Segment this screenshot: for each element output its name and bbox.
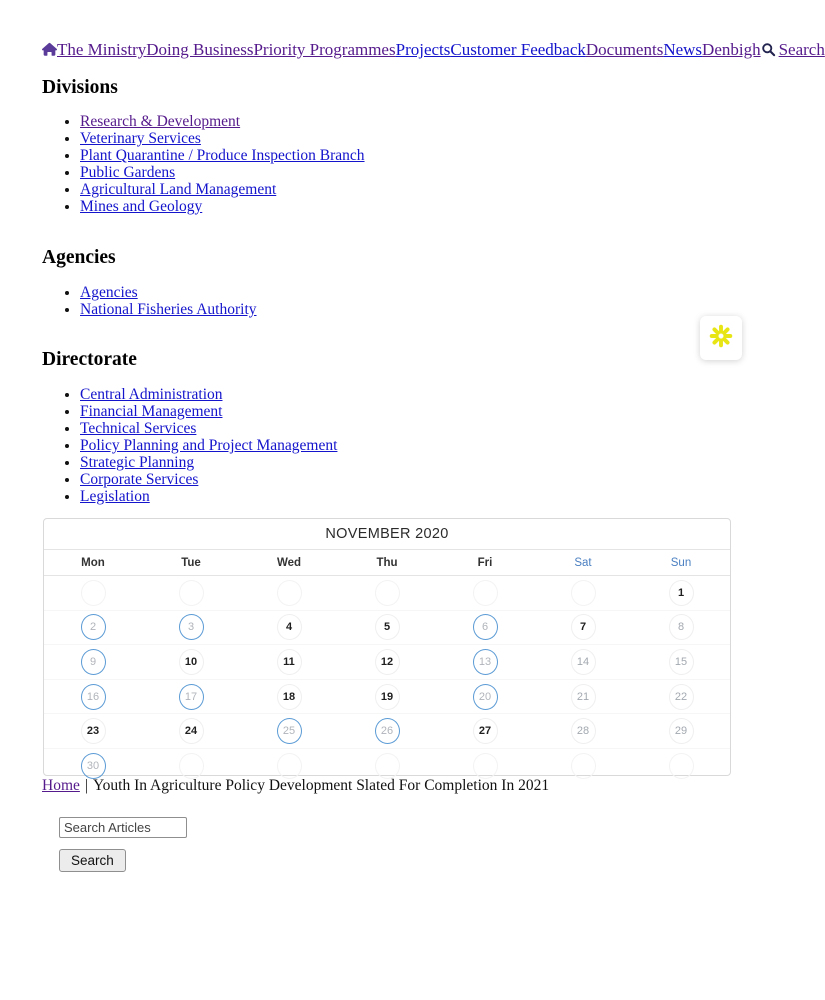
breadcrumb	[42, 777, 549, 795]
nav-link-priority-programmes[interactable]: Priority Programmes	[253, 40, 396, 59]
link-strategic-planning[interactable]: Strategic Planning	[80, 454, 195, 471]
link-public-gardens[interactable]: Public Gardens	[80, 164, 176, 181]
calendar-day[interactable]	[571, 649, 596, 675]
calendar-day-empty	[277, 753, 302, 779]
day-circle: 9	[81, 649, 106, 675]
list-item	[80, 301, 257, 318]
day-circle: 21	[571, 684, 596, 710]
weekday-sun: Sun	[670, 556, 692, 569]
list-item	[80, 130, 365, 147]
calendar-day[interactable]	[669, 614, 694, 640]
calendar-day[interactable]	[669, 649, 694, 675]
day-circle: 2	[81, 614, 106, 640]
accessibility-asterisk-icon	[706, 321, 736, 356]
weekday-sat: Sat	[574, 556, 592, 569]
day-circle: 15	[669, 649, 694, 675]
calendar-day-empty	[669, 753, 694, 779]
weekday-fri: Fri	[477, 556, 493, 569]
nav-link-customer-feedback[interactable]: Customer Feedback	[450, 40, 586, 59]
calendar-day-empty	[81, 580, 106, 606]
event-calendar	[43, 518, 731, 776]
list-item	[80, 454, 337, 471]
calendar-day[interactable]	[81, 649, 106, 675]
day-circle: 11	[277, 649, 302, 675]
list-item	[80, 403, 337, 420]
search-icon[interactable]	[761, 42, 776, 62]
day-circle: 28	[571, 718, 596, 744]
day-circle	[571, 753, 596, 779]
calendar-day[interactable]	[473, 614, 498, 640]
calendar-week-row	[44, 713, 730, 748]
list-item	[80, 471, 337, 488]
day-circle	[81, 580, 106, 606]
link-veterinary-services[interactable]: Veterinary Services	[80, 130, 201, 147]
calendar-day[interactable]	[473, 718, 498, 744]
day-circle: 18	[277, 684, 302, 710]
day-circle: 20	[473, 684, 498, 710]
day-circle: 14	[571, 649, 596, 675]
day-circle: 5	[375, 614, 400, 640]
calendar-day[interactable]	[179, 684, 204, 710]
search-button[interactable]: Search	[59, 849, 126, 872]
link-research-development[interactable]: Research & Development	[80, 113, 241, 130]
calendar-day[interactable]	[277, 718, 302, 744]
nav-link-the-ministry[interactable]: The Ministry	[57, 40, 147, 59]
list-item	[80, 164, 365, 181]
nav-link-projects[interactable]: Projects	[395, 40, 451, 59]
day-circle: 22	[669, 684, 694, 710]
list-item	[80, 420, 337, 437]
calendar-month-title: NOVEMBER 2020	[44, 519, 730, 550]
day-circle: 7	[571, 614, 596, 640]
calendar-day[interactable]	[375, 649, 400, 675]
link-policy-planning[interactable]: Policy Planning and Project Management	[80, 437, 338, 454]
day-circle: 26	[375, 718, 400, 744]
calendar-day[interactable]	[571, 718, 596, 744]
nav-link-documents[interactable]: Documents	[585, 40, 664, 59]
calendar-day-empty	[375, 580, 400, 606]
calendar-day[interactable]	[277, 649, 302, 675]
day-circle	[375, 580, 400, 606]
directorate-heading: Directorate	[42, 349, 137, 370]
calendar-day-empty	[179, 753, 204, 779]
link-national-fisheries-authority[interactable]: National Fisheries Authority	[80, 301, 257, 318]
weekday-mon: Mon	[81, 556, 105, 569]
list-item	[80, 198, 365, 215]
day-circle: 30	[81, 753, 106, 779]
list-item	[80, 147, 365, 164]
day-circle: 29	[669, 718, 694, 744]
calendar-day-empty	[277, 580, 302, 606]
calendar-day[interactable]	[375, 684, 400, 710]
weekday-wed: Wed	[276, 556, 302, 569]
link-mines-and-geology[interactable]: Mines and Geology	[80, 198, 203, 215]
breadcrumb-home-link[interactable]: Home	[42, 777, 80, 794]
calendar-week-row	[44, 576, 730, 610]
list-item	[80, 113, 365, 130]
calendar-day[interactable]	[179, 718, 204, 744]
day-circle	[473, 753, 498, 779]
calendar-day-empty	[473, 753, 498, 779]
day-circle	[277, 753, 302, 779]
day-circle: 25	[277, 718, 302, 744]
agencies-heading: Agencies	[42, 247, 116, 268]
calendar-day[interactable]	[277, 614, 302, 640]
home-icon[interactable]	[42, 42, 57, 62]
day-circle: 10	[179, 649, 204, 675]
calendar-day[interactable]	[669, 718, 694, 744]
link-technical-services[interactable]: Technical Services	[80, 420, 197, 437]
calendar-day[interactable]	[473, 684, 498, 710]
calendar-week-row	[44, 644, 730, 679]
link-agencies[interactable]: Agencies	[80, 284, 138, 301]
day-circle: 8	[669, 614, 694, 640]
divisions-list	[42, 113, 365, 215]
day-circle: 17	[179, 684, 204, 710]
weekday-thu: Thu	[376, 556, 398, 569]
nav-link-search[interactable]: Search	[778, 40, 825, 59]
calendar-day[interactable]	[571, 684, 596, 710]
nav-link-doing-business[interactable]: Doing Business	[146, 40, 254, 59]
list-item	[80, 488, 337, 505]
list-item	[80, 284, 257, 301]
calendar-day[interactable]	[81, 718, 106, 744]
day-circle: 6	[473, 614, 498, 640]
calendar-day[interactable]	[81, 684, 106, 710]
calendar-day[interactable]	[277, 684, 302, 710]
day-circle: 3	[179, 614, 204, 640]
calendar-day[interactable]	[571, 614, 596, 640]
breadcrumb-page-title: Youth In Agriculture Policy Development Slated For Completion In 2021	[93, 777, 550, 794]
day-circle: 23	[81, 718, 106, 744]
calendar-day[interactable]	[669, 684, 694, 710]
day-circle	[571, 580, 596, 606]
top-nav	[42, 40, 825, 62]
day-circle	[277, 580, 302, 606]
directorate-list	[42, 386, 337, 505]
accessibility-widget-button[interactable]	[700, 316, 742, 360]
calendar-day[interactable]	[81, 614, 106, 640]
day-circle: 12	[375, 649, 400, 675]
day-circle: 13	[473, 649, 498, 675]
breadcrumb-separator: |	[84, 777, 88, 794]
day-circle	[179, 580, 204, 606]
day-circle	[669, 753, 694, 779]
day-circle: 1	[669, 580, 694, 606]
calendar-day-empty	[571, 753, 596, 779]
link-agricultural-land-management[interactable]: Agricultural Land Management	[80, 181, 277, 198]
calendar-day[interactable]	[669, 580, 694, 606]
divisions-heading: Divisions	[42, 77, 118, 98]
calendar-day-empty	[375, 753, 400, 779]
day-circle: 4	[277, 614, 302, 640]
link-legislation[interactable]: Legislation	[80, 488, 150, 505]
calendar-week-row	[44, 610, 730, 645]
link-financial-management[interactable]: Financial Management	[80, 403, 223, 420]
day-circle: 16	[81, 684, 106, 710]
list-item	[80, 181, 365, 198]
weekday-tue: Tue	[181, 556, 201, 569]
search-articles-input[interactable]	[59, 817, 187, 838]
day-circle	[375, 753, 400, 779]
nav-link-news[interactable]: News	[663, 40, 703, 59]
link-central-administration[interactable]: Central Administration	[80, 386, 223, 403]
calendar-day-empty	[179, 580, 204, 606]
link-corporate-services[interactable]: Corporate Services	[80, 471, 199, 488]
list-item	[80, 437, 337, 454]
calendar-day[interactable]	[473, 649, 498, 675]
day-circle: 27	[473, 718, 498, 744]
calendar-day[interactable]	[81, 753, 106, 779]
nav-link-denbigh[interactable]: Denbigh	[702, 40, 761, 59]
calendar-day[interactable]	[375, 718, 400, 744]
calendar-week-row	[44, 679, 730, 714]
calendar-day-empty	[571, 580, 596, 606]
day-circle	[179, 753, 204, 779]
day-circle	[473, 580, 498, 606]
day-circle: 24	[179, 718, 204, 744]
calendar-day[interactable]	[179, 649, 204, 675]
day-circle: 19	[375, 684, 400, 710]
link-plant-quarantine[interactable]: Plant Quarantine / Produce Inspection Branch	[80, 147, 365, 164]
list-item	[80, 386, 337, 403]
calendar-day[interactable]	[375, 614, 400, 640]
calendar-day[interactable]	[179, 614, 204, 640]
calendar-weekday-row	[44, 550, 730, 576]
agencies-list	[42, 284, 257, 318]
calendar-day-empty	[473, 580, 498, 606]
